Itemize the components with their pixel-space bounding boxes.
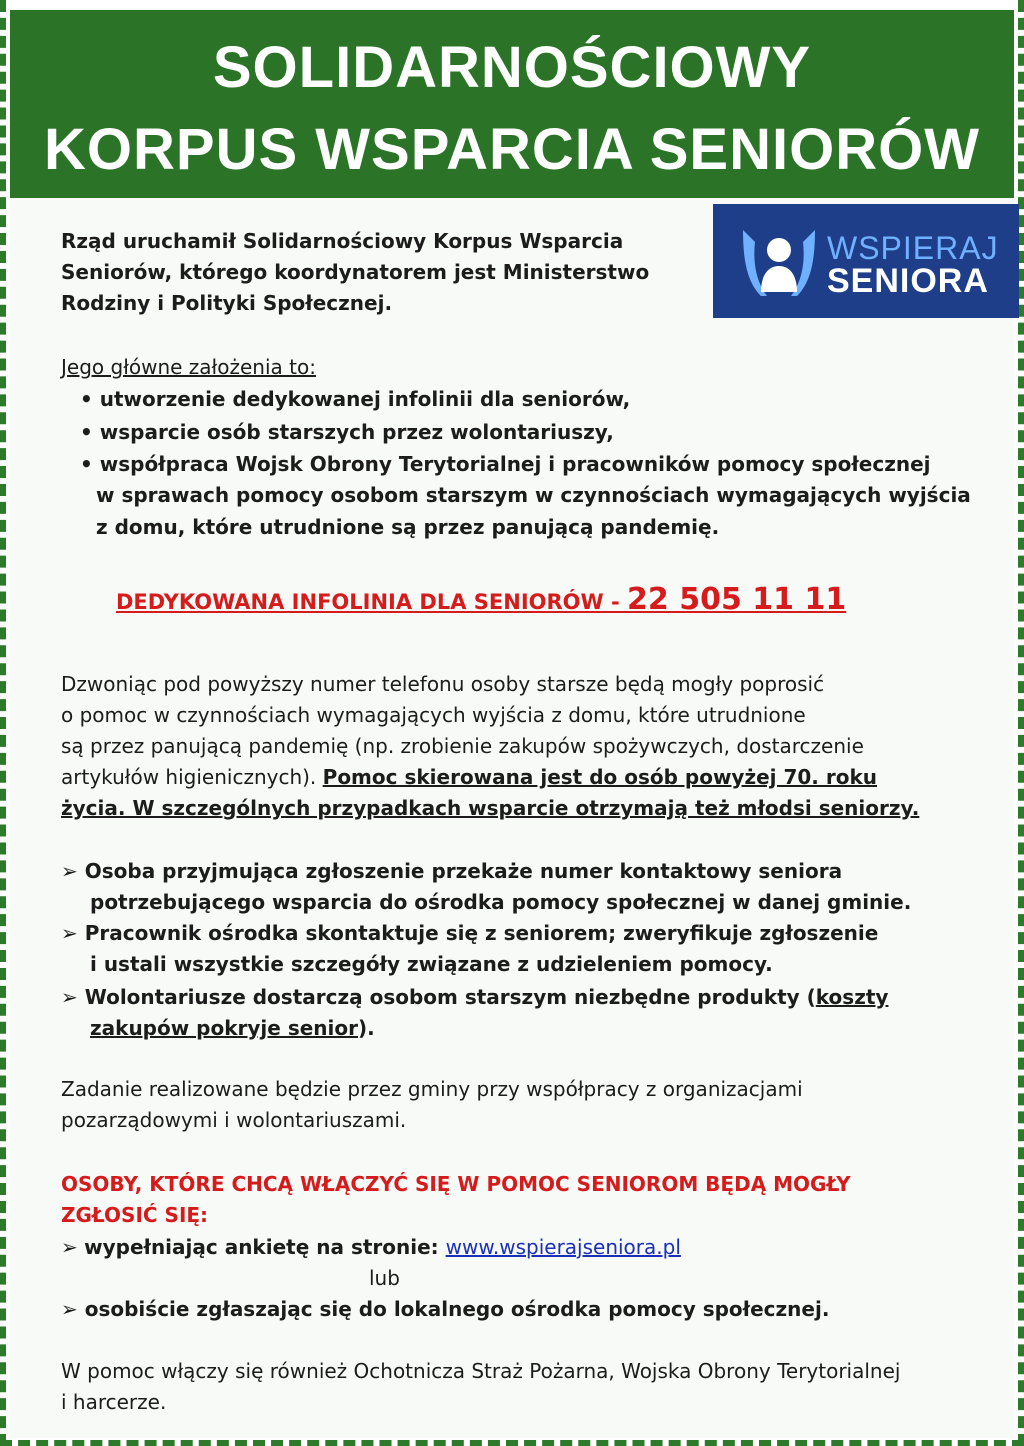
step-2-text: Pracownik ośrodka skontaktuje się z seniorem; zweryfikuje zgłoszenie (84, 921, 879, 945)
arrow-bullet-icon: ➢ (61, 859, 78, 883)
header-banner (10, 10, 1014, 198)
arrow-bullet-icon: ➢ (61, 921, 78, 945)
description-line-3: są przez panującą pandemię (np. zrobienie zakupów spożywczych, dostarczenie (61, 734, 864, 758)
step-1 (61, 856, 842, 886)
step-3-underlined-2: zakupów pokryje senior (90, 1016, 358, 1040)
title-line-1: SOLIDARNOŚCIOWY (212, 35, 812, 100)
assumption-item-1: • utworzenie dedykowanej infolinii dla seniorów, (80, 387, 631, 411)
volunteers-heading-1: OSOBY, KTÓRE CHCĄ WŁĄCZYĆ SIĘ W POMOC SENIOROM BĘDĄ MOGŁY (61, 1172, 851, 1196)
step-3-text: Wolontariusze dostarczą osobom starszym niezbędne produkty ( (84, 985, 816, 1009)
volunteer-option-1-text: wypełniając ankietę na stronie: (84, 1235, 446, 1259)
volunteers-heading-2: ZGŁOSIĆ SIĘ: (61, 1203, 209, 1227)
description-line-4-text: artykułów higienicznych). (61, 765, 323, 789)
title-line-2: KORPUS WSPARCIA SENIORÓW (44, 117, 980, 182)
assumption-item-3: • współpraca Wojsk Obrony Terytorialnej i pracowników pomocy społecznej (80, 452, 931, 476)
hotline-number: 22 505 11 11 (627, 582, 847, 617)
step-3 (61, 982, 888, 1012)
step-2-cont: i ustali wszystkie szczegóły związane z udzieleniem pomocy. (90, 952, 773, 976)
arrow-bullet-icon: ➢ (61, 1235, 78, 1259)
step-3-end: ). (357, 1016, 375, 1040)
description-line-2: o pomoc w czynnościach wymagających wyjścia z domu, które utrudnione (61, 703, 806, 727)
assumption-item-3-cont-1: w sprawach pomocy osobom starszym w czynnościach wymagających wyjścia (96, 483, 971, 507)
realization-line-2: pozarządowymi i wolontariuszami. (61, 1108, 407, 1132)
intro-line-2: Seniorów, którego koordynatorem jest Ministerstwo (61, 260, 650, 284)
step-1-cont: potrzebującego wsparcia do ośrodka pomocy społecznej w danej gminie. (90, 890, 912, 914)
realization-line-1: Zadanie realizowane będzie przez gminy przy współpracy z organizacjami (61, 1077, 803, 1101)
hotline-line (116, 583, 846, 619)
intro-line-3: Rodziny i Polityki Społecznej. (61, 291, 393, 315)
website-link[interactable]: www.wspierajseniora.pl (445, 1235, 681, 1259)
step-1-text: Osoba przyjmująca zgłoszenie przekaże numer kontaktowy seniora (84, 859, 843, 883)
volunteer-option-2-text: osobiście zgłaszając się do lokalnego ośrodka pomocy społecznej. (84, 1297, 830, 1321)
description-line-4 (61, 762, 877, 792)
arrow-bullet-icon: ➢ (61, 1297, 78, 1321)
step-3-underlined-1: koszty (815, 985, 889, 1009)
hotline-label: DEDYKOWANA INFOLINIA DLA SENIORÓW - (116, 590, 628, 614)
assumption-item-3-cont-2: z domu, które utrudnione są przez panującą pandemię. (96, 515, 720, 539)
description-emphasis-1: Pomoc skierowana jest do osób powyżej 70. roku (322, 765, 878, 789)
assumption-item-2: • wsparcie osób starszych przez wolontariuszy, (80, 420, 614, 444)
description-line-1: Dzwoniąc pod powyższy numer telefonu osoby starsze będą mogły poprosić (61, 672, 825, 696)
or-label: lub (369, 1266, 400, 1290)
logo-word-wspieraj: WSPIERAJ (827, 230, 999, 266)
assumptions-heading: Jego główne założenia to: (61, 355, 316, 379)
arrow-bullet-icon: ➢ (61, 985, 78, 1009)
step-3-cont (90, 1013, 375, 1043)
footer-line-2: i harcerze. (61, 1390, 167, 1414)
step-2 (61, 918, 878, 948)
caring-hands-icon (739, 220, 819, 302)
logo-word-seniora: SENIORA (827, 262, 989, 300)
description-emphasis-2: życia. W szczególnych przypadkach wsparcie otrzymają też młodsi seniorzy. (61, 796, 920, 820)
intro-line-1: Rząd uruchamił Solidarnościowy Korpus Wsparcia (61, 229, 624, 253)
volunteer-option-1 (61, 1232, 681, 1262)
wspieraj-seniora-logo (713, 204, 1019, 318)
volunteer-option-2 (61, 1294, 829, 1324)
footer-line-1: W pomoc włączy się również Ochotnicza Straż Pożarna, Wojska Obrony Terytorialnej (61, 1359, 901, 1383)
